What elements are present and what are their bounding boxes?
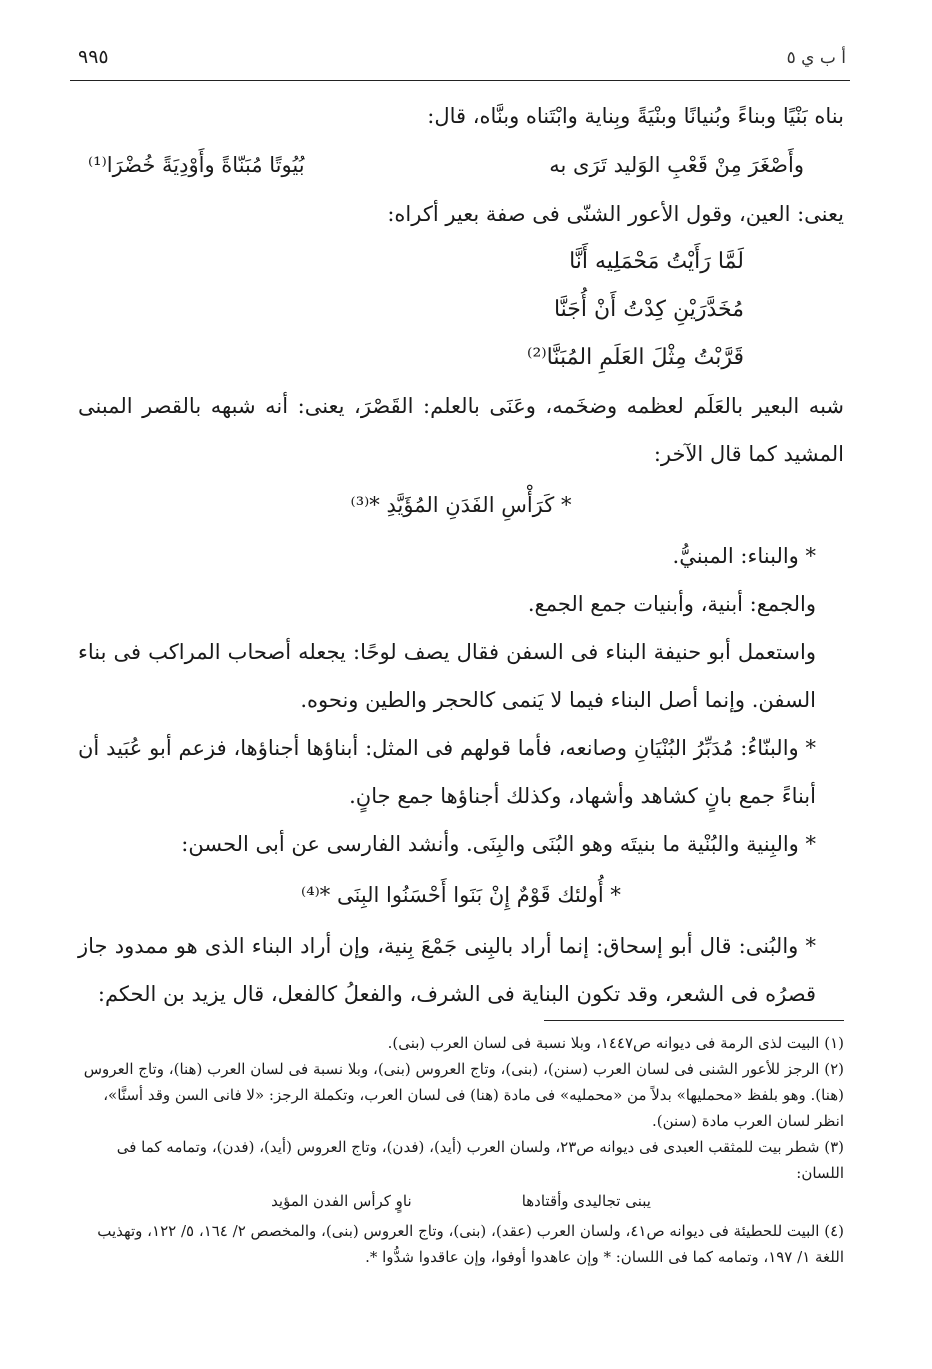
paragraph: * والبنّاءُ: مُدَبِّرُ البُنْيَانِ وصانعه، فأما قولهم فى المثل: أبناؤها أجناؤها، فزعم أبو عُبَيد أن أبناءً جمع بانٍ كشاهد وأشهاد، وكذلك أجناؤها جمع جانٍ. — [78, 736, 816, 808]
verse — [78, 140, 844, 190]
footnote: (٤) البيت للحطيئة فى ديوانه ص٤١، ولسان العرب (عقد)، (بنى)، وتاج العروس (بنى)، والمخصص ٢/ ١٦٤، ٥/ ١٢٢، وتهذيب اللغة ١/ ١٩٧، وتمامه كما فى اللسان: * وإن عاهدوا أوفوا، وإن عاقدوا شدُّوا *. — [97, 1222, 844, 1266]
quoted-hemistich: * أُولئك قَوْمٌ إِنْ بَنَوا أَحْسَنُوا البِنَى *⁽⁴⁾ — [301, 883, 621, 907]
footnote-verse — [78, 1186, 844, 1216]
quoted-hemistich: * كَرَأْسِ الفَدَنِ المُؤَيَّدِ *⁽³⁾ — [350, 493, 572, 517]
page-number: ٩٩٥ — [78, 46, 109, 68]
footnotes — [78, 1030, 844, 1270]
paragraph: واستعمل أبو حنيفة البناء فى السفن فقال يصف لوحًا: يجعله أصحاب المراكب فى بناء السفن. وإنما أصل البناء فيما لا يَنمى كالحجر والطين ونحوه. — [78, 640, 816, 712]
footnote-separator — [544, 1020, 844, 1021]
text-line: بناه بَنْيًا وبناءً وبُنيانًا وبنْيَةً وبِناية وابْتَناه وبنَّاه، قال: — [427, 104, 844, 128]
entry-line: * والبناء: المبنيُّ. — [672, 544, 816, 568]
footnote-verse-second: ناوٍ كرأس الفدن المؤيد — [271, 1192, 412, 1210]
page-header — [70, 34, 850, 84]
verse-second-hemistich: بُيُوتًا مُبَنّاةً وأَوْدِيَةً خُضْرَا⁽¹⁾ — [88, 153, 305, 177]
rajaz-line: قَرَّبْتُ مِثْلَ العَلَمِ المُبَنَّا⁽²⁾ — [527, 345, 744, 370]
text-line: والجمع: أبنية، وأبنيات جمع الجمع. — [527, 592, 816, 616]
footnote-verse-first: يبنى تجاليدى وأقتادها — [521, 1192, 651, 1210]
paragraph: * والبِنية والبُنْية ما بنيتَه وهو البُنَى والبِنَى. وأنشد الفارسى عن أبى الحسن: — [181, 832, 816, 856]
paragraph: * والبُنى: قال أبو إسحاق: إنما أراد بالبِنى جَمْعَ بِنية، وإن أراد البناء الذى هو ممدود جاز قصرُه فى الشعر، وقد تكون البناية فى الشرف، والفعلُ كالفعل، قال يزيد بن الحكم: — [78, 934, 816, 1006]
verse-first-hemistich: وأَصْغَرَ مِنْ قَعْبِ الوَليد تَرَى به — [549, 153, 804, 177]
rajaz-line: مُخَدَّرَيْنِ كِدْتُ أَنْ أُجَنَّا — [553, 297, 744, 322]
rajaz-line: لَمَّا رَأَيْتُ مَحْمَلِيه أَنَّا — [569, 249, 744, 274]
paragraph: شبه البعير بالعَلَم لعظمه وضخَمه، وعَنَى بالعلم: القَصْرَ، يعنى: أنه شبهه بالقصر المبنى المشيد كما قال الآخر: — [78, 394, 844, 466]
footnote: (٣) شطر بيت للمثقب العبدى فى ديوانه ص٢٣، ولسان العرب (أيد)، (فدن)، وتاج العروس (أيد)، (فدن)، وتمامه كما فى اللسان: — [116, 1138, 844, 1182]
header-rule — [70, 80, 850, 81]
main-text — [78, 92, 844, 1018]
text-line: يعنى: العين، وقول الأعور الشنّى فى صفة بعير أكراه: — [387, 202, 844, 226]
running-head: أ ب ي ٥ — [786, 48, 846, 68]
footnote: (١) البيت لذى الرمة فى ديوانه ص١٤٤٧، وبلا نسبة فى لسان العرب (بنى). — [387, 1034, 844, 1052]
footnote: (٢) الرجز للأعور الشنى فى لسان العرب (سنن)، (بنى)، وتاج العروس (بنى)، وبلا نسبة فى لسان العرب (هنا)، وتاج العروس (هنا). وهو بلفظ «محمليها» بدلاً من «محمليه» فى مادة (هنا) فى لسان العرب، وتكملة الرجز: «لا فانى السن وقد أسنَّا»، انظر لسان العرب مادة (سنن). — [83, 1060, 844, 1130]
